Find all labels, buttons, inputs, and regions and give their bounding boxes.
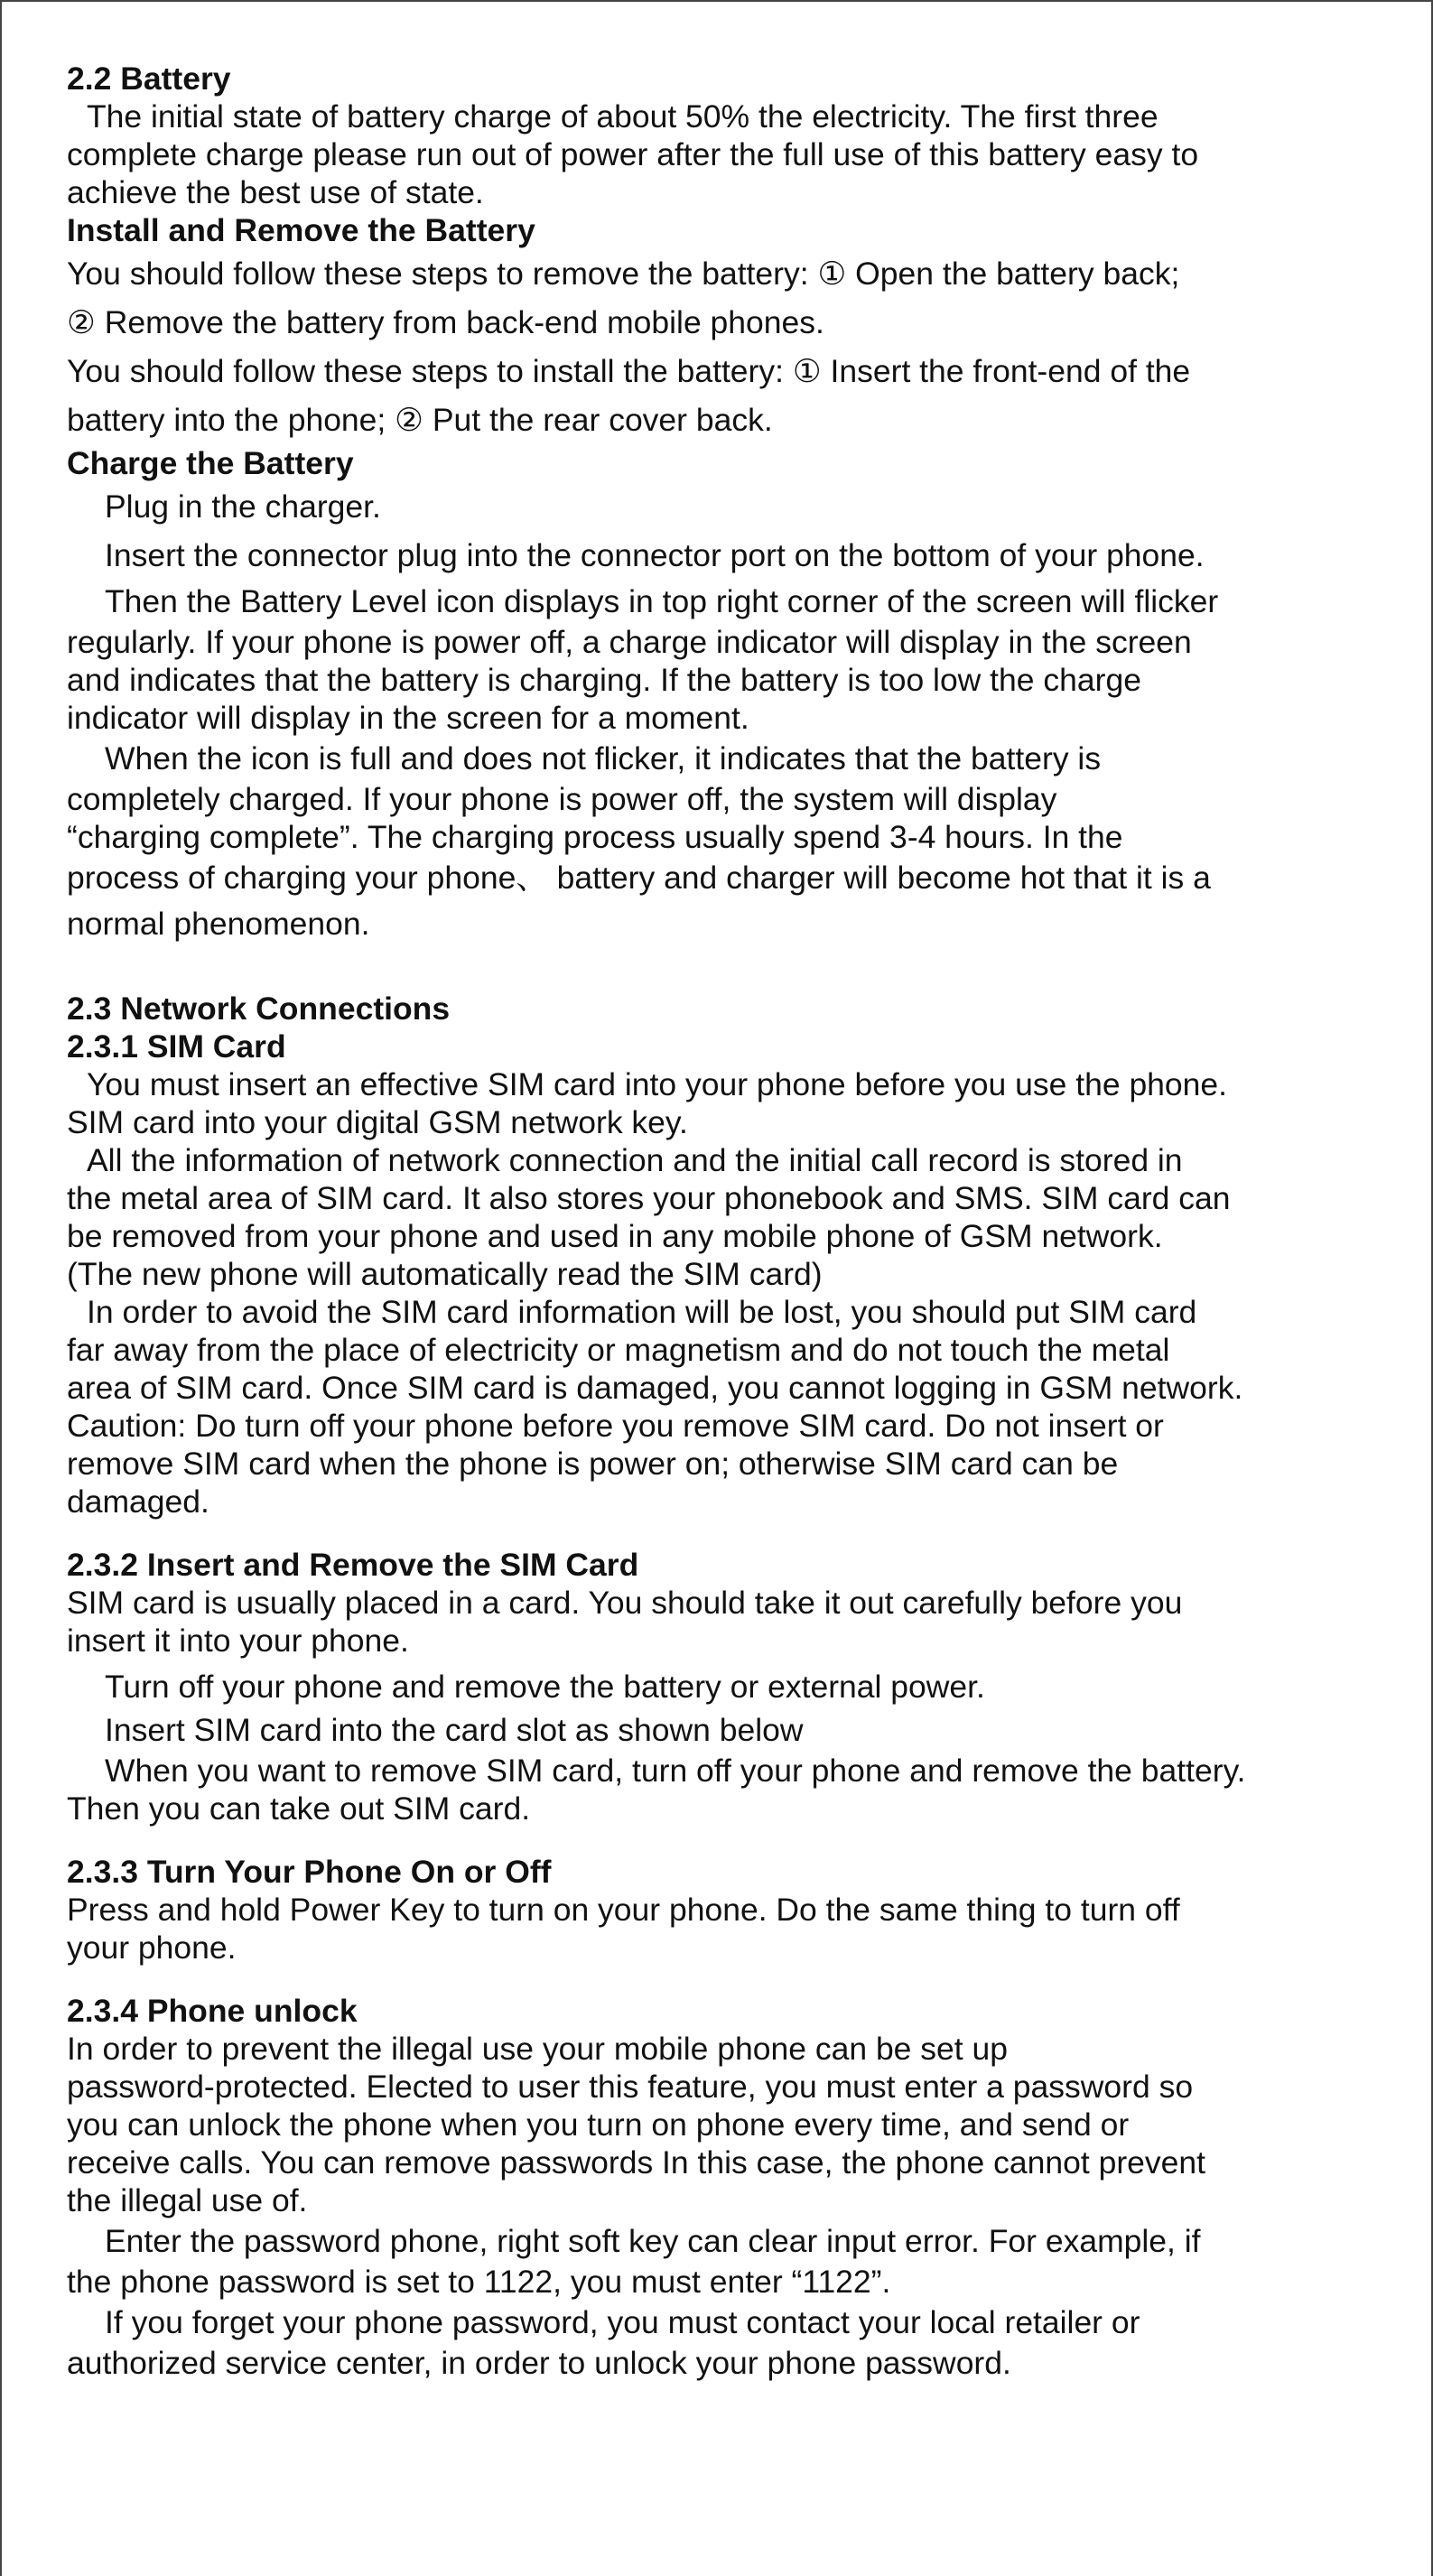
paragraph-line: the metal area of SIM card. It also stores your phonebook and SMS. SIM card can [67, 1180, 1231, 1216]
paragraph-line: In order to avoid the SIM card information will be lost, you should put SIM card [87, 1294, 1197, 1330]
paragraph-line: completely charged. If your phone is power off, the system will display [67, 781, 1057, 817]
paragraph-line: You must insert an effective SIM card into your phone before you use the phone. [87, 1066, 1228, 1102]
paragraph-line: indicator will display in the screen for a moment. [67, 700, 749, 736]
insert-sim-section [67, 1546, 1395, 1827]
paragraph-line: insert it into your phone. [67, 1623, 409, 1659]
paragraph-line: When the icon is full and does not flicker, it indicates that the battery is [105, 740, 1102, 777]
paragraph-line: Insert the connector plug into the connector port on the bottom of your phone. [105, 537, 1205, 573]
paragraph-line: “charging complete”. The charging process usually spend 3-4 hours. In the [67, 819, 1123, 855]
paragraph-line: authorized service center, in order to unlock your phone password. [67, 2345, 1011, 2381]
paragraph-line: achieve the best use of state. [67, 174, 484, 210]
paragraph-line: You should follow these steps to install the battery: ① Insert the front-end of the [67, 353, 1191, 389]
section-heading: 2.3 Network Connections [67, 990, 451, 1027]
paragraph-line: password-protected. Elected to user this feature, you must enter a password so [67, 2069, 1194, 2105]
paragraph-line: Turn off your phone and remove the battery or external power. [105, 1669, 985, 1705]
paragraph-line: Caution: Do turn off your phone before you remove SIM card. Do not insert or [67, 1408, 1164, 1444]
unlock-section [67, 1992, 1395, 2382]
paragraph-line: When you want to remove SIM card, turn off your phone and remove the battery. [105, 1753, 1246, 1789]
paragraph-line: battery into the phone; ② Put the rear cover back. [67, 402, 773, 438]
subsection-heading: 2.3.4 Phone unlock [67, 1993, 358, 2029]
subsection-heading: 2.3.2 Insert and Remove the SIM Card [67, 1547, 639, 1583]
section-heading: 2.2 Battery [67, 60, 231, 97]
paragraph-line: normal phenomenon. [67, 906, 370, 942]
paragraph-line: process of charging your phone、 battery and charger will become hot that it is a [67, 860, 1211, 896]
paragraph-line: you can unlock the phone when you turn on phone every time, and send or [67, 2106, 1130, 2143]
paragraph-line: Then you can take out SIM card. [67, 1790, 531, 1827]
paragraph-line: damaged. [67, 1483, 209, 1520]
paragraph-line: You should follow these steps to remove the battery: ① Open the battery back; [67, 256, 1180, 292]
paragraph-line: ② Remove the battery from back-end mobile phones. [67, 304, 824, 340]
paragraph-line: The initial state of battery charge of about 50% the electricity. The first three [87, 98, 1158, 135]
paragraph-line: receive calls. You can remove passwords In this case, the phone cannot prevent [67, 2144, 1205, 2181]
paragraph-line: the phone password is set to 1122, you must enter “1122”. [67, 2264, 891, 2300]
subsection-heading: Charge the Battery [67, 445, 354, 481]
paragraph-line: and indicates that the battery is charging. If the battery is too low the charge [67, 662, 1141, 698]
paragraph-line: far away from the place of electricity or magnetism and do not touch the metal [67, 1332, 1170, 1368]
paragraph-line: Insert SIM card into the card slot as shown below [105, 1712, 804, 1748]
paragraph-line: remove SIM card when the phone is power on; otherwise SIM card can be [67, 1446, 1119, 1482]
paragraph-line: regularly. If your phone is power off, a charge indicator will display in the screen [67, 624, 1192, 660]
paragraph-line: the illegal use of. [67, 2182, 308, 2218]
subsection-heading: 2.3.3 Turn Your Phone On or Off [67, 1854, 552, 1890]
paragraph-line: your phone. [67, 1930, 237, 1966]
paragraph-line: Plug in the charger. [105, 488, 381, 525]
paragraph-line: area of SIM card. Once SIM card is damaged, you cannot logging in GSM network. [67, 1370, 1243, 1406]
paragraph-line: Press and hold Power Key to turn on your phone. Do the same thing to turn off [67, 1892, 1180, 1928]
paragraph-line: SIM card into your digital GSM network key. [67, 1104, 688, 1140]
paragraph-line: All the information of network connection and the initial call record is stored in [87, 1142, 1183, 1178]
battery-section [67, 60, 1395, 948]
network-section [67, 990, 1395, 1520]
paragraph-line: If you forget your phone password, you must contact your local retailer or [105, 2304, 1140, 2340]
subsection-heading: 2.3.1 SIM Card [67, 1028, 286, 1065]
paragraph-line: SIM card is usually placed in a card. You should take it out carefully before you [67, 1585, 1183, 1621]
power-section [67, 1853, 1395, 1967]
paragraph-line: (The new phone will automatically read the SIM card) [67, 1256, 823, 1292]
subsection-heading: Install and Remove the Battery [67, 212, 535, 248]
paragraph-line: be removed from your phone and used in any mobile phone of GSM network. [67, 1218, 1163, 1254]
paragraph-line: Enter the password phone, right soft key can clear input error. For example, if [105, 2223, 1201, 2259]
paragraph-line: complete charge please run out of power after the full use of this battery easy to [67, 136, 1199, 172]
paragraph-line: In order to prevent the illegal use your mobile phone can be set up [67, 2031, 1008, 2067]
paragraph-line: Then the Battery Level icon displays in top right corner of the screen will flicker [105, 583, 1219, 619]
